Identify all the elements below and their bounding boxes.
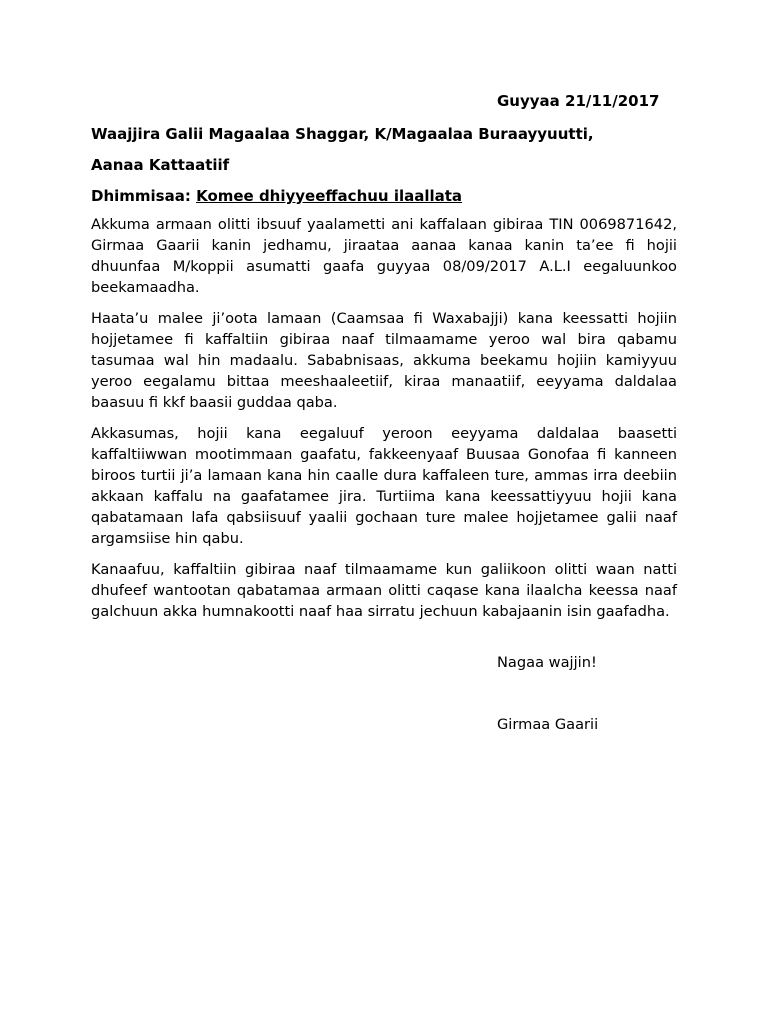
letter-body <box>91 214 677 632</box>
body-paragraph-4: Kanaafuu, kaffaltiin gibiraa naaf tilmaamame kun galiikoon olitti waan natti dhufeef wantootan qabatamaa armaan olitti caqase kana ilaalcha keessa naaf galchuun akka humnakootti naaf haa sirratu jechuun kabajaanin isin gaafadha. <box>91 561 677 620</box>
recipient-line-1: Waajjira Galii Magaalaa Shaggar, K/Magaalaa Buraayyuutti, <box>91 125 594 143</box>
signature-name: Girmaa Gaarii <box>497 716 599 733</box>
body-paragraph-3: Akkasumas, hojii kana eegaluuf yeroon eeyyama daldalaa baasetti kaffaltiiwwan mootimmaan gaafatu, fakkeenyaaf Buusaa Gonofaa fi kanneen biroos turtii ji’a lamaan kana hin caalle dura kaffaleen ture, ammas irra deebiin akkaan kaffalu na gaafatamee jira. Turtiima kana keessattiyyuu hojii kana qabatamaan lafa qabsiisuuf yaalii gochaan ture malee hojjetamee galii naaf argamsiise hin qabu. <box>91 425 677 547</box>
body-paragraph-1: Akkuma armaan olitti ibsuuf yaalametti ani kaffalaan gibiraa TIN 0069871642, Girmaa Gaarii kanin jedhamu, jiraataa aanaa kanaa kanin ta’ee fi hojii dhuunfaa M/koppii asumatti gaafa guyyaa 08/09/2017 A.L.I eegaluunkoo beekamaadha. <box>91 216 677 296</box>
letter-date: Guyyaa 21/11/2017 <box>497 92 660 110</box>
subject-text: Komee dhiyyeeffachuu ilaallata <box>196 187 463 205</box>
recipient-line-2: Aanaa Kattaatiif <box>91 156 230 174</box>
closing-salutation: Nagaa wajjin! <box>497 654 597 671</box>
subject-line <box>91 187 462 205</box>
body-paragraph-2: Haata’u malee ji’oota lamaan (Caamsaa fi Waxabajji) kana keessatti hojiin hojjetamee fi kaffaltiin gibiraa naaf tilmaamame yeroo wal bira qabamu tasumaa wal hin madaalu. Sababnisaas, akkuma beekamu hojiin kamiyyuu yeroo eegalamu bittaa meeshaaleetiif, kiraa manaatiif, eeyyama daldalaa baasuu fi kkf baasii guddaa qaba. <box>91 310 677 411</box>
subject-label: Dhimmisaa: <box>91 187 197 205</box>
